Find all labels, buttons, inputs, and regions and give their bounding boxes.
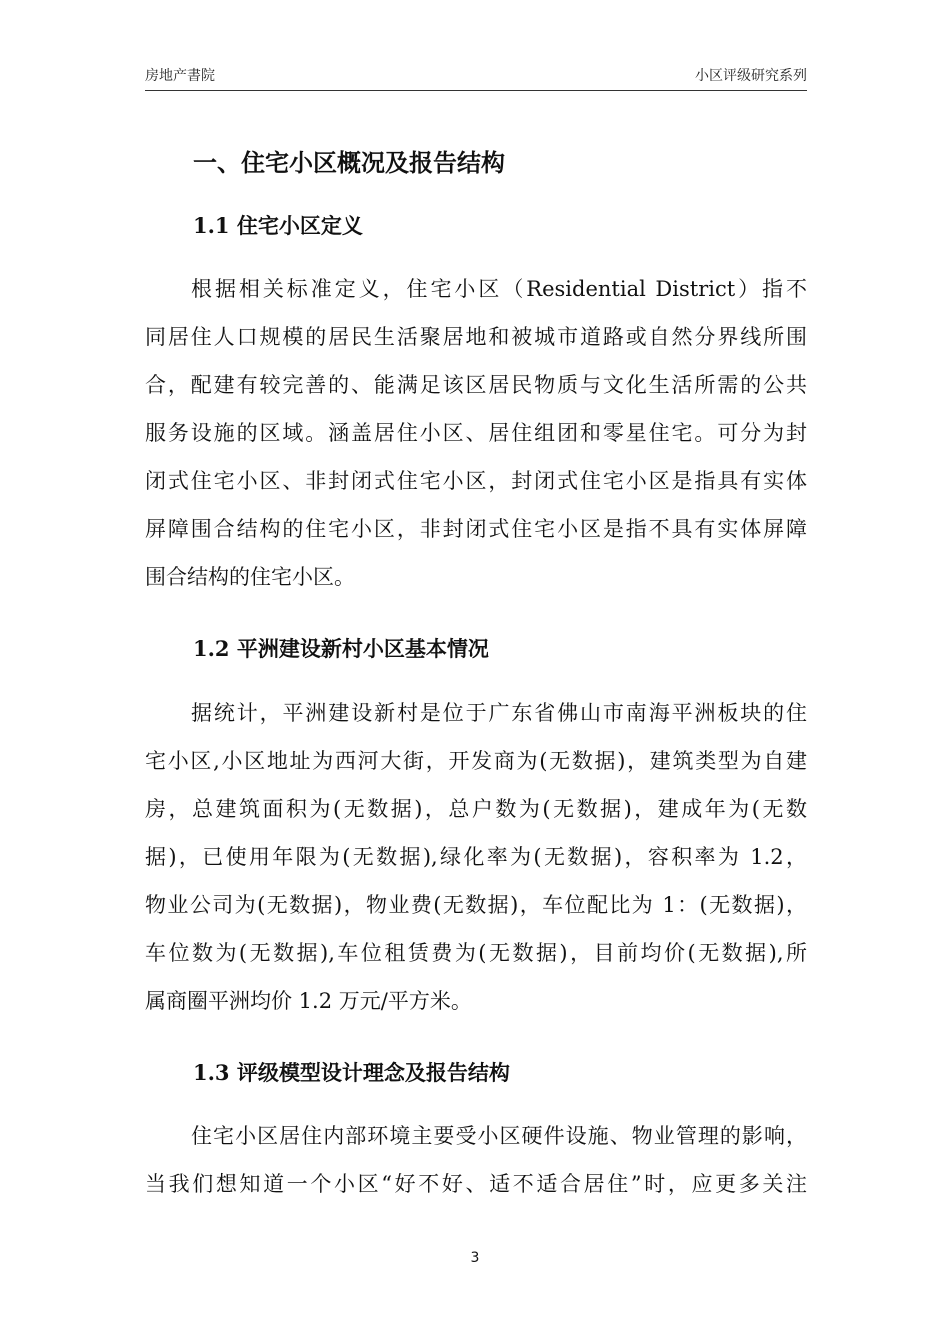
text-line: 同居住人口规模的居民生活聚居地和被城市道路或自然分界线所围 bbox=[145, 325, 807, 349]
page-number: 3 bbox=[470, 1250, 480, 1266]
text-line: 合，配建有较完善的、能满足该区居民物质与文化生活所需的公共 bbox=[145, 373, 807, 397]
text-line: 据统计，平洲建设新村是位于广东省佛山市南海平洲板块的住 bbox=[191, 701, 807, 725]
text-line: 当我们想知道一个小区“好不好、适不适合居住”时，应更多关注 bbox=[145, 1172, 807, 1196]
section-title: 一、住宅小区概况及报告结构 bbox=[193, 148, 505, 177]
text-line: 闭式住宅小区、非封闭式住宅小区，封闭式住宅小区是指具有实体 bbox=[145, 469, 807, 493]
header-left-text: 房地产書院 bbox=[145, 68, 215, 84]
text-line: 房，总建筑面积为(无数据)，总户数为(无数据)，建成年为(无数 bbox=[145, 797, 807, 821]
text-line: 根据相关标准定义，住宅小区（Residential District）指不 bbox=[191, 277, 807, 301]
text-line: 住宅小区居住内部环境主要受小区硬件设施、物业管理的影响， bbox=[191, 1124, 807, 1148]
text-line: 据)，已使用年限为(无数据),绿化率为(无数据)，容积率为 1.2， bbox=[145, 845, 807, 869]
text-line: 属商圈平洲均价 1.2 万元/平方米。 bbox=[145, 989, 472, 1013]
paragraph-1-1 bbox=[145, 265, 807, 601]
heading-1-2: 1.2 平洲建设新村小区基本情况 bbox=[193, 636, 489, 661]
header-right-text: 小区评级研究系列 bbox=[695, 68, 807, 84]
text-line: 围合结构的住宅小区。 bbox=[145, 565, 355, 589]
heading-1-1: 1.1 住宅小区定义 bbox=[193, 213, 363, 238]
page-header bbox=[145, 64, 807, 91]
text-line: 车位数为(无数据),车位租赁费为(无数据)，目前均价(无数据),所 bbox=[145, 941, 807, 965]
heading-1-3: 1.3 评级模型设计理念及报告结构 bbox=[193, 1060, 510, 1085]
text-line: 屏障围合结构的住宅小区，非封闭式住宅小区是指不具有实体屏障 bbox=[145, 517, 807, 541]
text-line: 服务设施的区域。涵盖居住小区、居住组团和零星住宅。可分为封 bbox=[145, 421, 807, 445]
paragraph-1-3 bbox=[145, 1112, 807, 1208]
text-line: 宅小区,小区地址为西河大街，开发商为(无数据)，建筑类型为自建 bbox=[145, 749, 807, 773]
text-line: 物业公司为(无数据)，物业费(无数据)，车位配比为 1：(无数据)， bbox=[145, 893, 807, 917]
paragraph-1-2 bbox=[145, 689, 807, 1025]
